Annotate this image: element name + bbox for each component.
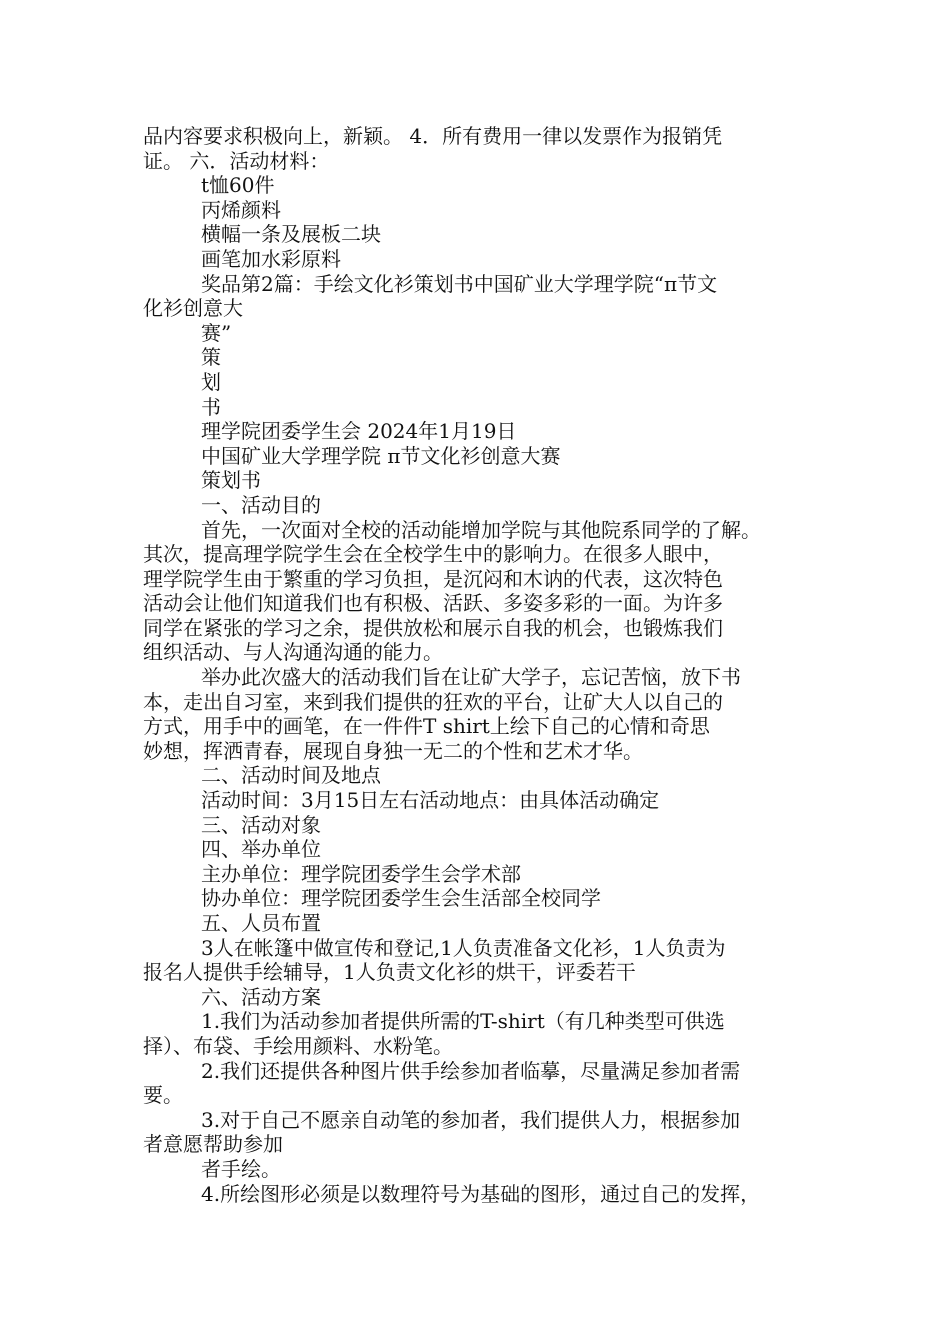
text-line: 丙烯颜料 (201, 197, 281, 222)
text-line: 四、举办单位 (201, 837, 321, 862)
text-line: 奖品第2篇：手绘文化衫策划书中国矿业大学理学院“π节文 (201, 271, 718, 296)
text-line: 报名人提供手绘辅导，1人负责文化衫的烘干，评委若干 (143, 960, 636, 985)
text-line: 1.我们为活动参加者提供所需的T-shirt（有几种类型可供选 (201, 1009, 725, 1034)
text-line: 理学院学生由于繁重的学习负担，是沉闷和木讷的代表，这次特色 (143, 566, 723, 591)
text-line: 主办单位：理学院团委学生会学术部 (201, 861, 521, 886)
text-line: 二、活动时间及地点 (201, 763, 381, 788)
text-line: 举办此次盛大的活动我们旨在让矿大学子，忘记苦恼，放下书 (201, 665, 741, 690)
text-line: 中国矿业大学理学院 π节文化衫创意大赛 (201, 443, 561, 468)
text-line: 活动会让他们知道我们也有积极、活跃、多姿多彩的一面。为许多 (143, 591, 723, 616)
text-line: 策 (201, 345, 221, 370)
text-line: 2.我们还提供各种图片供手绘参加者临摹，尽量满足参加者需 (201, 1058, 741, 1083)
text-line: 化衫创意大 (143, 296, 243, 321)
text-line: 策划书 (201, 468, 261, 493)
text-line: 3人在帐篷中做宣传和登记,1人负责准备文化衫，1人负责为 (201, 935, 726, 960)
text-line: 4.所绘图形必须是以数理符号为基础的图形，通过自己的发挥， (201, 1181, 761, 1206)
text-line: 协办单位：理学院团委学生会生活部全校同学 (201, 886, 601, 911)
text-line: 证。 六．活动材料： (143, 148, 330, 173)
text-line: 六、活动方案 (201, 984, 321, 1009)
text-line: 要。 (143, 1083, 183, 1108)
text-line: 画笔加水彩原料 (201, 246, 341, 271)
text-line: 五、人员布置 (201, 911, 321, 935)
text-line: 三、活动对象 (201, 812, 321, 837)
text-line: 者意愿帮助参加 (143, 1132, 283, 1157)
text-line: 赛” (201, 320, 232, 345)
text-line: 同学在紧张的学习之余，提供放松和展示自我的机会，也锻炼我们 (143, 615, 723, 640)
document-body (143, 124, 823, 1206)
text-line: 其次，提高理学院学生会在全校学生中的影响力。在很多人眼中， (143, 542, 723, 567)
text-line: 一、活动目的 (201, 492, 321, 517)
text-line: 者手绘。 (201, 1156, 281, 1181)
text-line: 组织活动、与人沟通沟通的能力。 (143, 640, 443, 665)
text-line: 书 (201, 394, 221, 419)
text-line: 3.对于自己不愿亲自动笔的参加者，我们提供人力，根据参加 (201, 1107, 741, 1132)
text-line: 本，走出自习室，来到我们提供的狂欢的平台，让矿大人以自己的 (143, 689, 723, 714)
text-line: 首先，一次面对全校的活动能增加学院与其他院系同学的了解。 (201, 517, 761, 542)
text-line: 方式，用手中的画笔，在一件件T shirt上绘下自己的心情和奇思 (143, 714, 710, 739)
text-line: 划 (201, 369, 221, 394)
text-line: 妙想，挥洒青春，展现自身独一无二的个性和艺术才华。 (143, 738, 643, 763)
text-line: t恤60件 (201, 173, 275, 198)
text-line: 活动时间：3月15日左右活动地点：由具体活动确定 (201, 788, 660, 813)
text-line: 理学院团委学生会 2024年1月19日 (201, 419, 517, 444)
text-line: 择）、布袋、手绘用颜料、水粉笔。 (143, 1033, 453, 1058)
text-line: 横幅一条及展板二块 (201, 222, 381, 247)
text-line: 品内容要求积极向上，新颖。 4．所有费用一律以发票作为报销凭 (143, 124, 723, 148)
